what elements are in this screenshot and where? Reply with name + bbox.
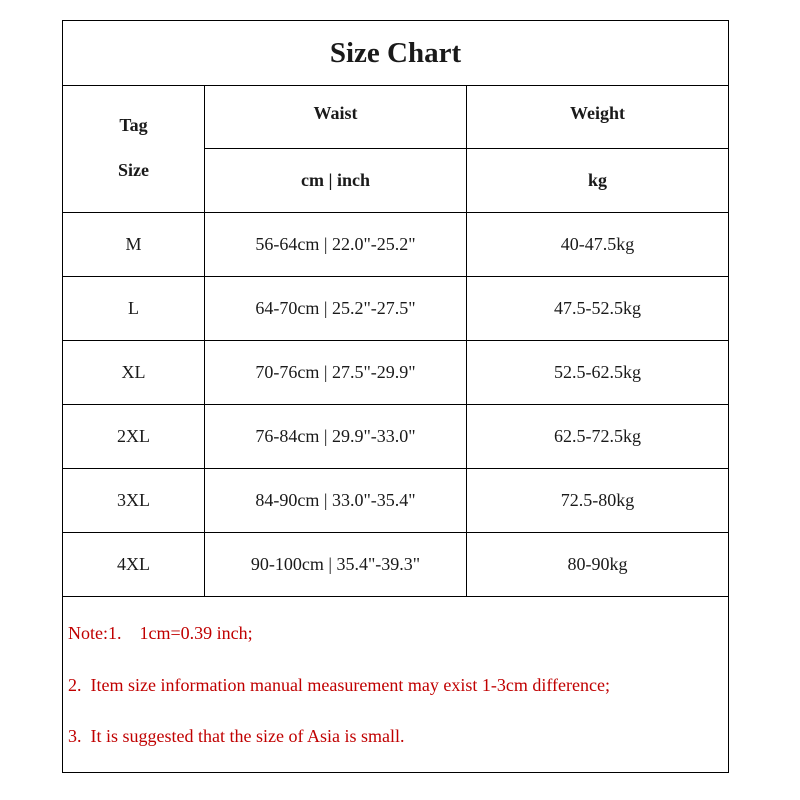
table-row (63, 469, 728, 533)
size-rows (63, 213, 728, 597)
header-waist-unit: cm | inch (301, 170, 370, 190)
size-cell: XL (63, 341, 205, 404)
waist-cell: 64-70cm | 25.2"-27.5" (205, 277, 467, 340)
table-row (63, 405, 728, 469)
header-waist (205, 85, 467, 213)
waist-cell: 70-76cm | 27.5"-29.9" (205, 341, 467, 404)
header-size-label: Size (118, 160, 149, 180)
header-tag-label: Tag (119, 115, 148, 135)
header-tag-size (63, 85, 205, 213)
weight-cell: 47.5-52.5kg (554, 298, 641, 318)
header-weight-label: Weight (467, 85, 728, 149)
size-cell: 3XL (63, 469, 205, 532)
waist-cell: 90-100cm | 35.4"-39.3" (205, 533, 467, 596)
waist-cell: 56-64cm | 22.0"-25.2" (205, 213, 467, 276)
weight-cell: 62.5-72.5kg (554, 426, 641, 446)
weight-cell: 52.5-62.5kg (554, 362, 641, 382)
weight-cell: 80-90kg (567, 554, 628, 574)
size-chart-table (62, 20, 729, 773)
table-row (63, 341, 728, 405)
size-cell: L (63, 277, 205, 340)
header-weight-unit: kg (587, 170, 607, 190)
header-waist-label: Waist (205, 85, 466, 149)
note-line-2: 2. Item size information manual measurement may exist 1-3cm difference; (68, 675, 610, 695)
note-line-3: 3. It is suggested that the size of Asia is small. (68, 726, 405, 746)
waist-cell: 76-84cm | 29.9"-33.0" (205, 405, 467, 468)
table-row (63, 213, 728, 277)
chart-title: Size Chart (63, 21, 728, 86)
header-weight (467, 85, 728, 213)
notes-section (63, 598, 728, 772)
size-cell: 2XL (63, 405, 205, 468)
note-line-1: Note:1. 1cm=0.39 inch; (68, 623, 253, 643)
table-row (63, 277, 728, 341)
weight-cell: 72.5-80kg (560, 490, 635, 510)
table-row (63, 533, 728, 597)
weight-cell: 40-47.5kg (560, 234, 635, 254)
size-cell: M (63, 213, 205, 276)
waist-cell: 84-90cm | 33.0"-35.4" (205, 469, 467, 532)
size-cell: 4XL (63, 533, 205, 596)
